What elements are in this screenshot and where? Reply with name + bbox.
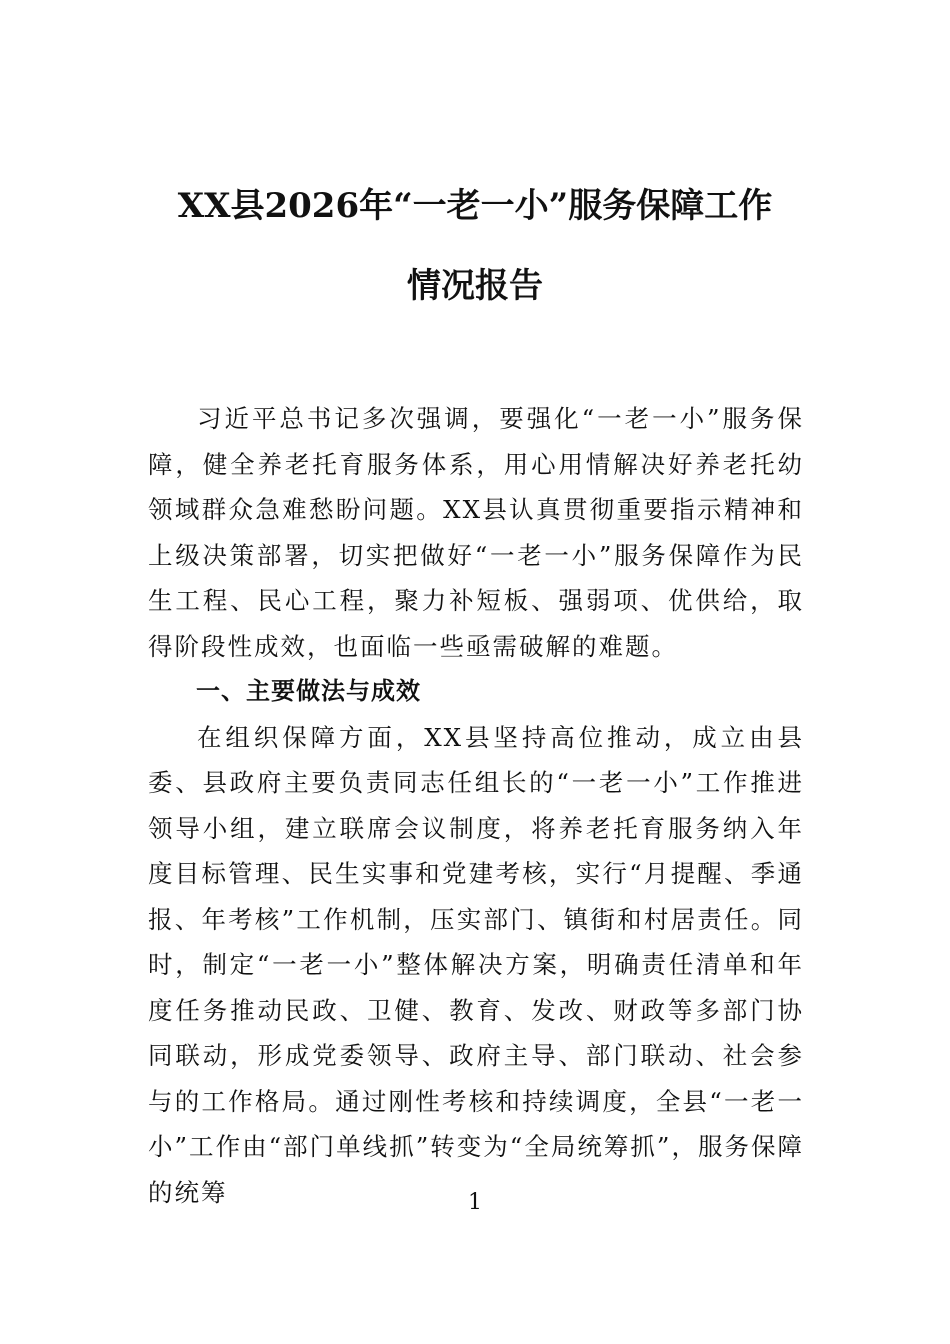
section-heading-1: 一、主要做法与成效 bbox=[196, 677, 421, 705]
document-title bbox=[120, 166, 830, 326]
title-line-2: 情况报告 bbox=[407, 266, 543, 306]
intro-paragraph: 习近平总书记多次强调，要强化“一老一小”服务保障，健全养老托育服务体系，用心用情解决好养老托幼领域群众急难愁盼问题。XX县认真贯彻重要指示精神和上级决策部署，切实把做好“一老一小”服务保障作为民生工程、民心工程，聚力补短板、强弱项、优供给，取得阶段性成效，也面临一些亟需破解的难题。 bbox=[148, 404, 804, 661]
section-1-paragraph: 在组织保障方面，XX县坚持高位推动，成立由县委、县政府主要负责同志任组长的“一老一小”工作推进领导小组，建立联席会议制度，将养老托育服务纳入年度目标管理、民生实事和党建考核，实行“月提醒、季通报、年考核”工作机制，压实部门、镇街和村居责任。同时，制定“一老一小”整体解决方案，明确责任清单和年度任务推动民政、卫健、教育、发改、财政等多部门协同联动，形成党委领导、政府主导、部门联动、社会参与的工作格局。通过刚性考核和持续调度，全县“一老一小”工作由“部门单线抓”转变为“全局统筹抓”，服务保障的统筹 bbox=[148, 722, 804, 1207]
title-line-1: XX县2026年“一老一小”服务保障工作 bbox=[177, 186, 773, 226]
page-number: 1 bbox=[468, 1190, 482, 1215]
document-body bbox=[148, 396, 804, 1215]
